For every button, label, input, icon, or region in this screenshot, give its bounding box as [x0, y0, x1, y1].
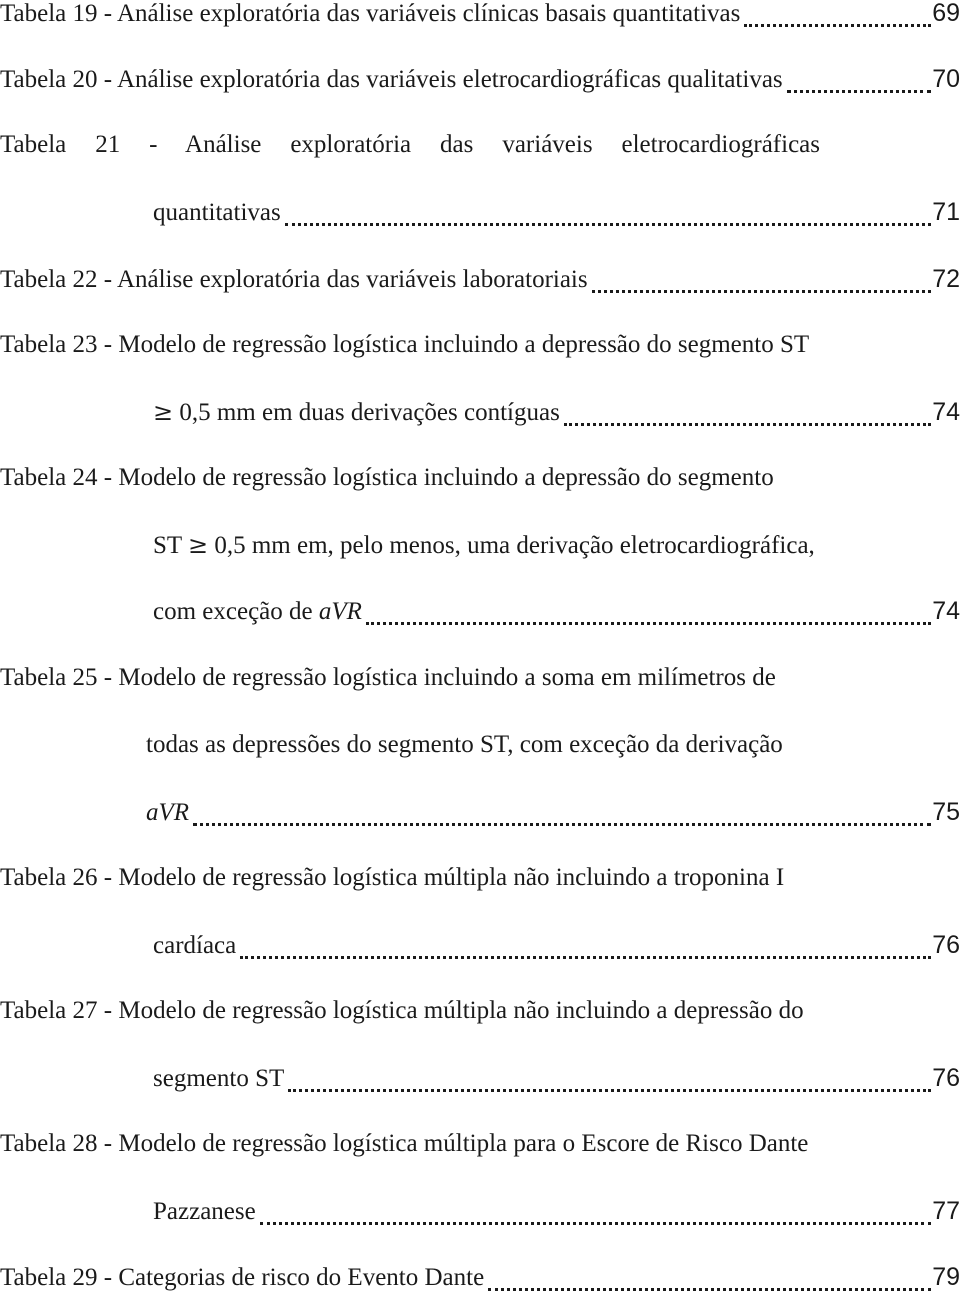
entry-title-continued: todas as depressões do segmento ST, com exceção da derivação: [146, 731, 783, 758]
toc-entry-24-line3[interactable]: [153, 594, 960, 628]
entry-title-continued: [153, 395, 560, 430]
dot-leader: [260, 1216, 931, 1225]
dot-leader: [193, 817, 931, 826]
entry-title: Tabela 29 - Categorias de risco do Evento Dante: [0, 1264, 485, 1291]
entry-title-continued: quantitativas: [153, 199, 281, 226]
page-number: 75: [932, 798, 960, 826]
avr-lead-label: aVR: [318, 598, 362, 625]
entry-text-pre: ST: [153, 532, 182, 559]
toc-entry-24-line2[interactable]: [153, 528, 960, 562]
entry-title: Tabela 22 - Análise exploratória das variáveis laboratoriais: [0, 266, 588, 293]
entry-title: Tabela 19 - Análise exploratória das variáveis clínicas basais quantitativas: [0, 0, 741, 27]
entry-text-post: 0,5 mm em, pelo menos, uma derivação eletrocardiográfica,: [214, 532, 815, 559]
toc-entry-19[interactable]: [0, 0, 960, 30]
toc-entry-21-line2[interactable]: [153, 195, 960, 229]
page-number: 77: [932, 1197, 960, 1225]
toc-entry-23-line2[interactable]: [153, 395, 960, 429]
toc-entry-24-line1[interactable]: [0, 461, 960, 495]
page-number: 74: [932, 597, 960, 625]
toc-entry-28-line1[interactable]: [0, 1127, 960, 1161]
entry-title: Tabela 25 - Modelo de regressão logística incluindo a soma em milímetros de: [0, 664, 776, 691]
entry-text: 0,5 mm em duas derivações contíguas: [179, 399, 560, 426]
dot-leader: [744, 18, 931, 27]
page-number: 76: [932, 1064, 960, 1092]
toc-entry-25-line1[interactable]: [0, 661, 960, 695]
entry-title-continued: Pazzanese: [153, 1198, 256, 1225]
entry-title: Tabela 27 - Modelo de regressão logística múltipla não incluindo a depressão do: [0, 997, 804, 1024]
entry-title: Tabela 20 - Análise exploratória das variáveis eletrocardiográficas qualitativas: [0, 66, 783, 93]
toc-entry-25-line2[interactable]: [146, 728, 960, 762]
toc-entry-25-line3[interactable]: [146, 795, 960, 829]
toc-entry-26-line1[interactable]: [0, 861, 960, 895]
page-number: 76: [932, 931, 960, 959]
dot-leader: [488, 1282, 931, 1291]
page-number: 70: [932, 65, 960, 93]
toc-entry-23-line1[interactable]: [0, 328, 960, 362]
entry-title-continued: [153, 595, 362, 629]
page-number: 69: [932, 0, 960, 27]
entry-title-continued: [153, 528, 815, 563]
dot-leader: [288, 1083, 931, 1092]
toc-entry-20[interactable]: [0, 62, 960, 96]
dot-leader: [366, 616, 931, 625]
entry-title-continued: cardíaca: [153, 932, 237, 959]
entry-title: Tabela 28 - Modelo de regressão logística múltipla para o Escore de Risco Dante: [0, 1130, 809, 1157]
dot-leader: [285, 217, 931, 226]
greater-equal-symbol: ≥: [187, 531, 209, 559]
dot-leader: [564, 417, 931, 426]
entry-title: Tabela 21 - Análise exploratória das variáveis eletrocardiográficas: [0, 131, 820, 158]
toc-entry-26-line2[interactable]: [153, 928, 960, 962]
toc-entry-28-line2[interactable]: [153, 1194, 960, 1228]
dot-leader: [240, 950, 931, 959]
avr-lead-label: aVR: [146, 799, 190, 826]
dot-leader: [787, 84, 932, 93]
toc-entry-21-line1[interactable]: [0, 128, 820, 162]
toc-entry-27-line1[interactable]: [0, 994, 960, 1028]
toc-entry-29[interactable]: [0, 1260, 960, 1294]
entry-title: Tabela 23 - Modelo de regressão logística incluindo a depressão do segmento ST: [0, 331, 810, 358]
entry-title: Tabela 24 - Modelo de regressão logística incluindo a depressão do segmento: [0, 464, 774, 491]
page-number: 72: [932, 265, 960, 293]
greater-equal-symbol: ≥: [153, 398, 174, 426]
entry-title: Tabela 26 - Modelo de regressão logística múltipla não incluindo a troponina I: [0, 864, 785, 891]
toc-entry-22[interactable]: [0, 262, 960, 296]
entry-text-pre: com exceção de: [153, 598, 313, 625]
page-number: 79: [932, 1263, 960, 1291]
page-number: 74: [932, 398, 960, 426]
page-number: 71: [932, 198, 960, 226]
entry-title-continued: segmento ST: [153, 1065, 285, 1092]
toc-entry-27-line2[interactable]: [153, 1061, 960, 1095]
dot-leader: [592, 284, 932, 293]
